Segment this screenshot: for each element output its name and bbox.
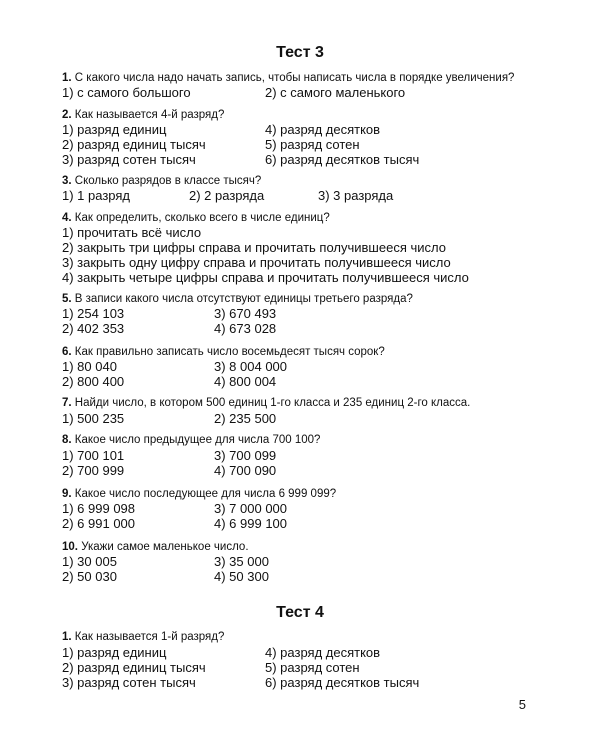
answer-option: 1) 500 235 — [62, 411, 125, 426]
answer-option: 2) 2 разряда — [189, 188, 265, 203]
question-text: 4. Как определить, сколько всего в числе единиц? — [62, 212, 330, 224]
question-text: 7. Найди число, в котором 500 единиц 1-го класса и 235 единиц 2-го класса. — [62, 397, 471, 409]
answer-option: 1) с самого большого — [62, 85, 191, 100]
test3-question-7 — [62, 396, 562, 410]
answer-option: 1) 254 103 — [62, 306, 125, 321]
answer-option: 4) 673 028 — [214, 321, 277, 336]
test3-question-8 — [62, 433, 562, 447]
answer-option: 3) закрыть одну цифру справа и прочитать получившееся число — [62, 255, 451, 270]
answer-option: 1) прочитать всё число — [62, 225, 202, 240]
page-number: 5 — [518, 697, 526, 712]
answer-option: 4) 6 999 100 — [214, 516, 288, 531]
question-text: 2. Как называется 4-й разряд? — [62, 109, 225, 121]
question-text: 5. В записи какого числа отсутствуют единицы третьего разряда? — [62, 293, 413, 305]
test3-question-10 — [62, 540, 562, 554]
answer-option: 4) 800 004 — [214, 374, 277, 389]
answer-option: 1) разряд единиц — [62, 645, 167, 660]
answer-option: 6) разряд десятков тысяч — [265, 152, 420, 167]
answer-option: 4) разряд десятков — [265, 122, 381, 137]
answer-option: 3) разряд сотен тысяч — [62, 675, 196, 690]
answer-option: 1) 30 005 — [62, 554, 117, 569]
test3-question-3 — [62, 174, 562, 188]
question-text: 1. Как называется 1-й разряд? — [62, 631, 225, 643]
answer-option: 3) 3 разряда — [318, 188, 394, 203]
answer-option: 4) 700 090 — [214, 463, 277, 478]
answer-option: 4) закрыть четыре цифры справа и прочитать получившееся число — [62, 270, 469, 285]
answer-option: 2) 6 991 000 — [62, 516, 136, 531]
answer-option: 1) 700 101 — [62, 448, 125, 463]
test3-question-6 — [62, 345, 562, 359]
answer-option: 2) разряд единиц тысяч — [62, 660, 206, 675]
test4-question-1 — [62, 630, 562, 644]
test3-title: Тест 3 — [276, 44, 324, 61]
answer-option: 2) 235 500 — [214, 411, 277, 426]
answer-option: 3) 35 000 — [214, 554, 269, 569]
question-text: 9. Какое число последующее для числа 6 999 099? — [62, 488, 337, 500]
question-text: 10. Укажи самое маленькое число. — [62, 541, 249, 553]
answer-option: 5) разряд сотен — [265, 660, 360, 675]
answer-option: 3) 700 099 — [214, 448, 277, 463]
question-text: 6. Как правильно записать число восемьдесят тысяч сорок? — [62, 346, 385, 358]
answer-option: 2) 800 400 — [62, 374, 125, 389]
test3-question-5 — [62, 292, 562, 306]
answer-option: 3) 670 493 — [214, 306, 277, 321]
answer-option: 2) 700 999 — [62, 463, 125, 478]
answer-option: 2) разряд единиц тысяч — [62, 137, 206, 152]
answer-option: 3) 7 000 000 — [214, 501, 288, 516]
question-text: 1. С какого числа надо начать запись, чтобы написать числа в порядке увеличения? — [62, 72, 515, 84]
answer-option: 3) разряд сотен тысяч — [62, 152, 196, 167]
answer-option: 1) 1 разряд — [62, 188, 130, 203]
question-text: 3. Сколько разрядов в классе тысяч? — [62, 175, 262, 187]
test3-question-2 — [62, 108, 562, 122]
test3-question-1 — [62, 71, 562, 85]
answer-option: 1) разряд единиц — [62, 122, 167, 137]
test3-question-9 — [62, 487, 562, 501]
answer-option: 2) 50 030 — [62, 569, 117, 584]
test4-title: Тест 4 — [276, 604, 324, 621]
answer-option: 2) с самого маленького — [265, 85, 406, 100]
answer-option: 4) разряд десятков — [265, 645, 381, 660]
answer-option: 1) 80 040 — [62, 359, 117, 374]
answer-option: 4) 50 300 — [214, 569, 269, 584]
test3-question-4 — [62, 211, 562, 225]
question-text: 8. Какое число предыдущее для числа 700 100? — [62, 434, 321, 446]
answer-option: 1) 6 999 098 — [62, 501, 136, 516]
answer-option: 2) закрыть три цифры справа и прочитать получившееся число — [62, 240, 446, 255]
answer-option: 2) 402 353 — [62, 321, 125, 336]
answer-option: 5) разряд сотен — [265, 137, 360, 152]
answer-option: 6) разряд десятков тысяч — [265, 675, 420, 690]
answer-option: 3) 8 004 000 — [214, 359, 288, 374]
